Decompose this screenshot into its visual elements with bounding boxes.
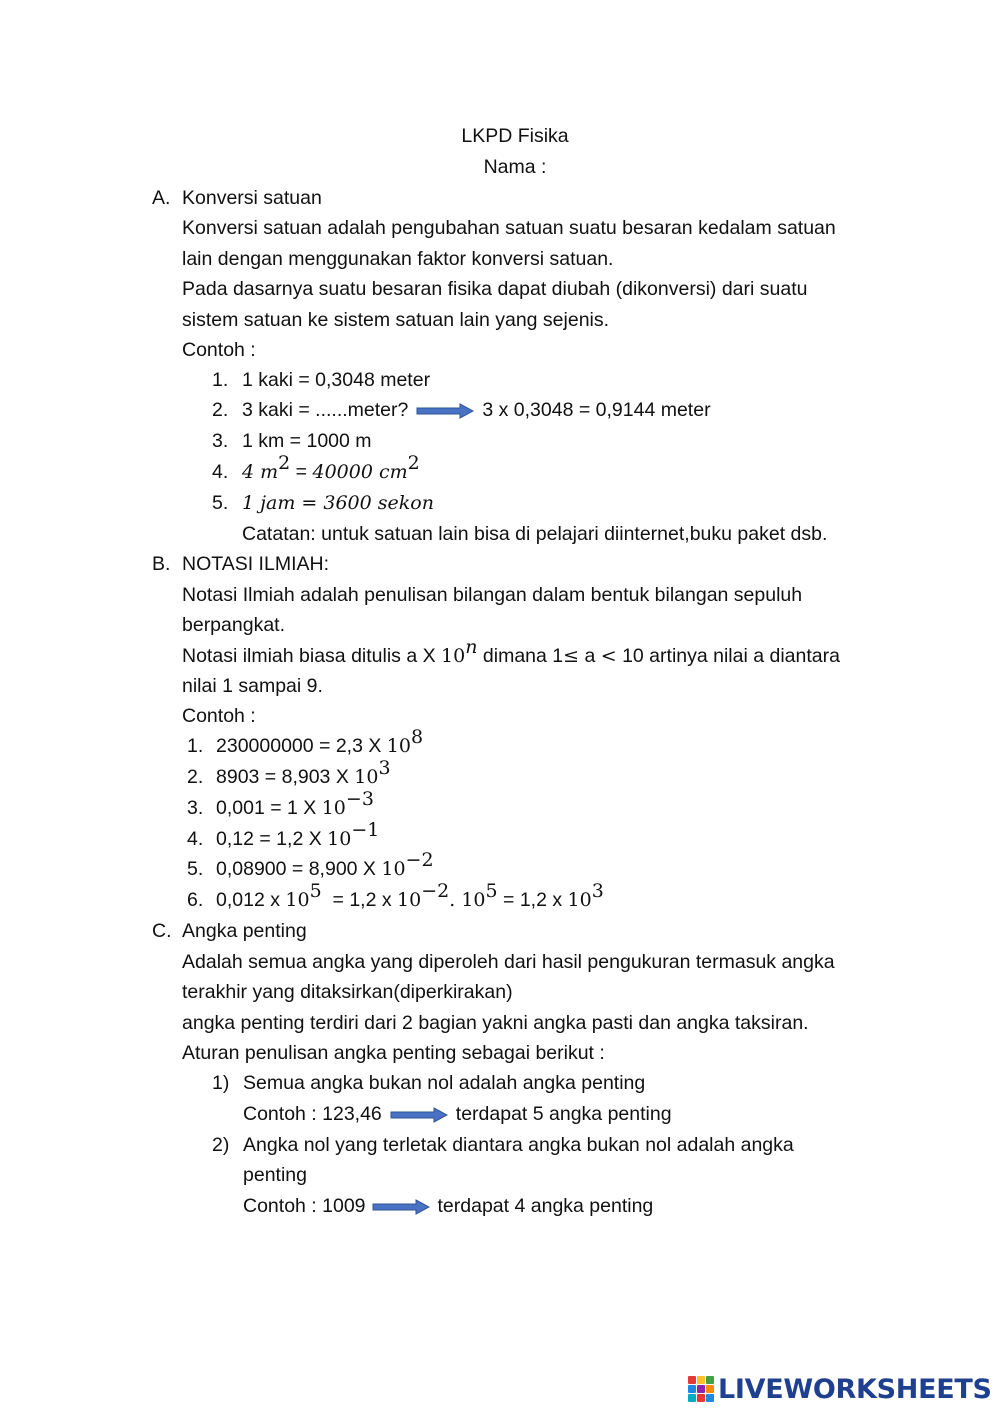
exponent: −3 (345, 787, 374, 810)
text-run: 0,012 x (216, 889, 286, 911)
section-a-letter: A. (152, 187, 171, 209)
list-item (242, 451, 420, 484)
section-a-heading: Konversi satuan (182, 187, 322, 209)
section-a-note: Catatan: untuk satuan lain bisa di pelajari diinternet,buku paket dsb. (242, 523, 828, 545)
math-base: 10 (354, 766, 379, 788)
math-base: 10 (461, 889, 486, 911)
section-c-paragraph: Aturan penulisan angka penting sebagai berikut : (182, 1042, 605, 1064)
list-number: 2. (187, 766, 204, 788)
text-run: 10 artinya nilai a diantara (616, 645, 840, 667)
example-value: Contoh : 123,46 (243, 1103, 382, 1125)
arrow-right-icon (390, 1107, 448, 1123)
math-base: 10 (386, 735, 411, 757)
list-number: 3. (212, 430, 229, 452)
text-run: 0,08900 = 8,900 X (216, 858, 382, 880)
arrow-right-icon (416, 403, 474, 419)
exponent: 3 (591, 879, 604, 902)
exponent: −2 (421, 879, 450, 902)
section-b-paragraph: nilai 1 sampai 9. (182, 675, 323, 697)
list-number: 1. (212, 369, 229, 391)
section-c-paragraph: angka penting terdiri dari 2 bagian yakni angka pasti dan angka taksiran. (182, 1012, 809, 1034)
section-b-contoh-label: Contoh : (182, 705, 256, 727)
rule-text: penting (243, 1164, 307, 1186)
math-expression: 40000 cm (312, 461, 408, 483)
list-number: 5. (212, 492, 229, 514)
exponent: −1 (351, 818, 380, 841)
liveworksheets-logo-icon (688, 1376, 714, 1402)
exponent: 3 (378, 756, 391, 779)
exponent: 8 (410, 725, 424, 748)
list-item (216, 725, 424, 758)
document-title: LKPD Fisika (461, 125, 569, 147)
section-a-paragraph: sistem satuan ke sistem satuan lain yang sejenis. (182, 309, 610, 331)
list-item (216, 879, 604, 912)
list-item (216, 818, 380, 851)
text-run: 8903 = 8,903 X (216, 766, 355, 788)
name-label: Nama : (483, 156, 547, 178)
list-item: 1 kaki = 0,3048 meter (242, 369, 431, 391)
section-a-paragraph: lain dengan menggunakan faktor konversi satuan. (182, 248, 614, 270)
exponent: −2 (405, 848, 434, 871)
conversion-question: 3 kaki = ......meter? (242, 399, 409, 421)
text-run: 0,12 = 1,2 X (216, 828, 328, 850)
equals-sign: = (290, 461, 313, 483)
section-b-paragraph: berpangkat. (182, 614, 285, 636)
text-run: a (579, 645, 601, 667)
example-result: terdapat 4 angka penting (437, 1195, 654, 1217)
math-base: 10 (441, 645, 466, 667)
exponent: n (465, 635, 478, 658)
list-number: 4. (187, 828, 204, 850)
text-run: dimana 1 (477, 645, 564, 667)
text-run: = 1,2 x (497, 889, 568, 911)
exponent: 2 (407, 451, 420, 474)
liveworksheets-logo-text: LIVEWORKSHEETS (718, 1373, 992, 1405)
section-b-paragraph (182, 635, 840, 668)
text-run: 230000000 = 2,3 X (216, 735, 387, 757)
list-item: 1 km = 1000 m (242, 430, 372, 452)
exponent: 5 (309, 879, 322, 902)
list-item: 1 jam = 3600 sekon (242, 492, 434, 514)
dot-operator: . (449, 889, 462, 911)
section-c-letter: C. (152, 920, 172, 942)
example-value: Contoh : 1009 (243, 1195, 366, 1217)
less-equal-sign: ≤ (563, 645, 580, 667)
rule-example (243, 1194, 653, 1218)
section-b-paragraph: Notasi Ilmiah adalah penulisan bilangan dalam bentuk bilangan sepuluh (182, 584, 803, 606)
math-base: 10 (567, 889, 592, 911)
exponent: 5 (485, 879, 498, 902)
list-number: 6. (187, 889, 204, 911)
text-run: Notasi ilmiah biasa ditulis a X (182, 645, 442, 667)
list-number: 2. (212, 399, 229, 421)
math-base: 10 (397, 889, 422, 911)
math-base: 10 (285, 889, 310, 911)
text-run: 0,001 = 1 X (216, 797, 322, 819)
section-c-heading: Angka penting (182, 920, 307, 942)
list-item (216, 787, 374, 820)
section-a-paragraph: Konversi satuan adalah pengubahan satuan suatu besaran kedalam satuan (182, 217, 836, 239)
conversion-answer: 3 x 0,3048 = 0,9144 meter (482, 399, 711, 421)
list-number: 2) (212, 1134, 230, 1156)
rule-text: Semua angka bukan nol adalah angka penting (243, 1072, 646, 1094)
liveworksheets-logo[interactable] (688, 1372, 992, 1406)
math-base: 10 (327, 828, 352, 850)
list-number: 3. (187, 797, 204, 819)
section-b-letter: B. (152, 553, 171, 575)
math-expression: 4 m (242, 461, 279, 483)
list-item (242, 398, 711, 422)
section-a-contoh-label: Contoh : (182, 339, 256, 361)
arrow-right-icon (372, 1199, 430, 1215)
section-c-paragraph: Adalah semua angka yang diperoleh dari hasil pengukuran termasuk angka (182, 951, 835, 973)
section-b-heading: NOTASI ILMIAH: (182, 553, 329, 575)
list-number: 1) (212, 1072, 230, 1094)
list-number: 4. (212, 461, 229, 483)
section-c-paragraph: terakhir yang ditaksirkan(diperkirakan) (182, 981, 513, 1003)
section-a-paragraph: Pada dasarnya suatu besaran fisika dapat diubah (dikonversi) dari suatu (182, 278, 808, 300)
less-than-sign: < (600, 645, 617, 667)
rule-example (243, 1102, 672, 1126)
list-number: 1. (187, 735, 204, 757)
math-base: 10 (381, 858, 406, 880)
exponent: 2 (278, 451, 291, 474)
list-item (216, 756, 391, 789)
list-item (216, 848, 434, 881)
text-run: = 1,2 x (321, 889, 398, 911)
rule-text: Angka nol yang terletak diantara angka bukan nol adalah angka (243, 1134, 794, 1156)
list-number: 5. (187, 858, 204, 880)
example-result: terdapat 5 angka penting (455, 1103, 672, 1125)
math-base: 10 (321, 797, 346, 819)
